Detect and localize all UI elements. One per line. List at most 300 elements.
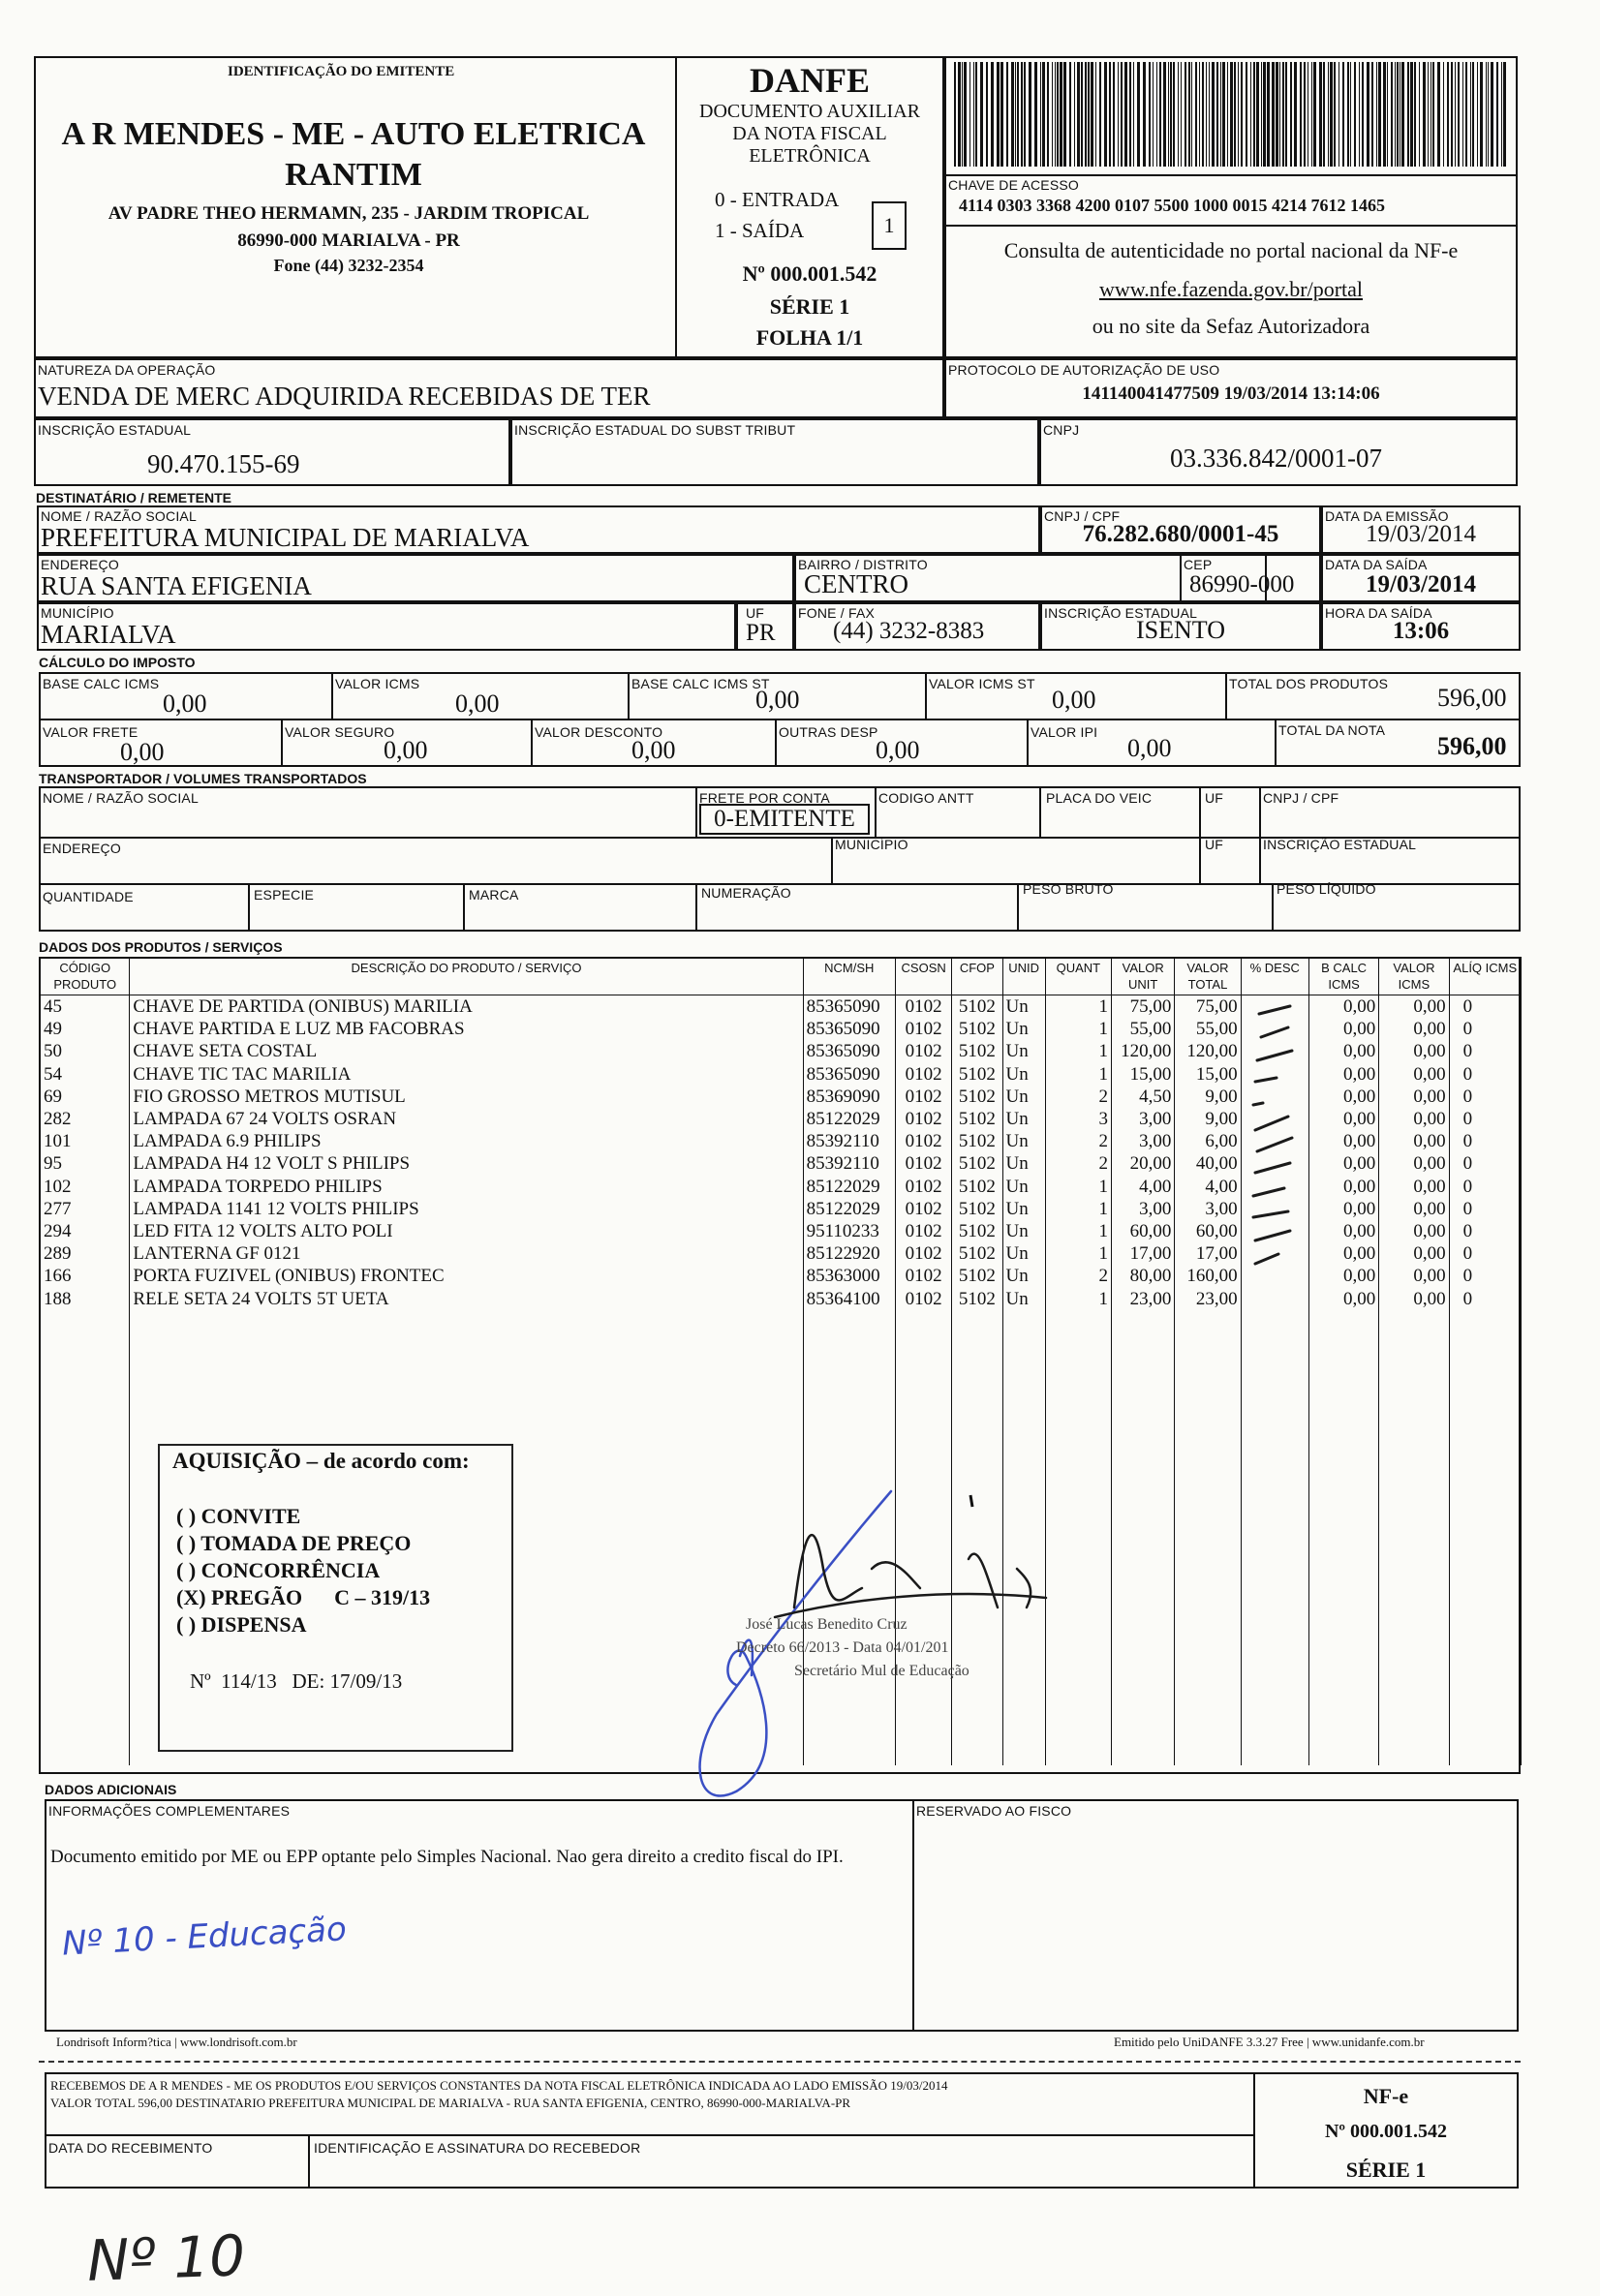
dest-hora-label: HORA DA SAÍDA: [1325, 605, 1432, 621]
cell-cfop: 5102: [952, 1265, 1002, 1287]
cell-unit-price: 3,00: [1112, 1108, 1175, 1130]
cell-code: 166: [41, 1265, 130, 1287]
svg-text:Secretário Mul de Educação: Secretário Mul de Educação: [794, 1663, 969, 1679]
cell-icms-base: 0,00: [1308, 1063, 1378, 1086]
dest-nome: PREFEITURA MUNICIPAL DE MARIALVA: [41, 523, 530, 552]
dest-bairro: CENTRO: [804, 569, 908, 598]
chave-label: CHAVE DE ACESSO: [948, 177, 1080, 193]
cell-ncm: 85122920: [803, 1242, 895, 1265]
cell-icms-rate: 0: [1449, 1152, 1521, 1175]
transp-marca-label: MARCA: [469, 887, 519, 903]
cell-code: 102: [41, 1176, 130, 1198]
col-header-icms-value: VALOR ICMS: [1379, 958, 1449, 995]
cell-total: 60,00: [1175, 1220, 1241, 1242]
cell-csosn: 0102: [896, 1152, 952, 1175]
adicionais-section-label: DADOS ADICIONAIS: [45, 1782, 177, 1797]
cell-unit-price: 55,00: [1112, 1018, 1175, 1040]
emitente-name: A R MENDES - ME - AUTO ELETRICA RANTIM: [61, 116, 646, 193]
cell-unit-price: 17,00: [1112, 1242, 1175, 1265]
pen-ticks: [1249, 1002, 1327, 1293]
cell-code: 95: [41, 1152, 130, 1175]
stamp-concorrencia: ( ) CONCORRÊNCIA: [176, 1558, 381, 1582]
cell-description: PORTA FUZIVEL (ONIBUS) FRONTEC: [130, 1265, 803, 1287]
cell-unit-price: 23,00: [1112, 1288, 1175, 1310]
canhoto-handwritten: Nº 10: [85, 2222, 247, 2294]
cell-cfop: 5102: [952, 995, 1002, 1019]
dest-emissao-label: DATA DA EMISSÃO: [1325, 508, 1449, 524]
cell-icms-rate: 0: [1449, 1063, 1521, 1086]
cell-qty: 1: [1045, 1242, 1111, 1265]
dest-hora: 13:06: [1392, 618, 1450, 644]
cell-cfop: 5102: [952, 1242, 1002, 1265]
cell-qty: 2: [1045, 1130, 1111, 1152]
cell-description: LAMPADA 6.9 PHILIPS: [130, 1130, 803, 1152]
total-nota: 596,00: [1437, 732, 1507, 760]
cell-code: 294: [41, 1220, 130, 1242]
cell-total: 6,00: [1175, 1130, 1241, 1152]
cell-icms-value: 0,00: [1379, 1063, 1449, 1086]
cell-unit: Un: [1002, 1063, 1045, 1086]
stamp-numero: Nº 114/13 DE: 17/09/13: [190, 1669, 403, 1693]
chave-sefaz: ou no site da Sefaz Autorizadora: [1092, 314, 1370, 338]
cell-icms-rate: 0: [1449, 1242, 1521, 1265]
emitente-city: 86990-000 MARIALVA - PR: [237, 230, 460, 251]
cell-description: LANTERNA GF 0121: [130, 1242, 803, 1265]
fisco-label: RESERVADO AO FISCO: [916, 1803, 1072, 1819]
cell-description: RELE SETA 24 VOLTS 5T UETA: [130, 1288, 803, 1310]
cell-description: LED FITA 12 VOLTS ALTO POLI: [130, 1220, 803, 1242]
cell-qty: 1: [1045, 1040, 1111, 1062]
cell-cfop: 5102: [952, 1040, 1002, 1062]
dest-cnpj: 76.282.680/0001-45: [1082, 521, 1279, 547]
cell-description: LAMPADA 67 24 VOLTS OSRAN: [130, 1108, 803, 1130]
cell-unit: Un: [1002, 995, 1045, 1019]
canhoto-nfe: NF-e: [1363, 2084, 1409, 2108]
cell-icms-base: 0,00: [1308, 1198, 1378, 1220]
cell-icms-value: 0,00: [1379, 1265, 1449, 1287]
canhoto-assinatura-label: IDENTIFICAÇÃO E ASSINATURA DO RECEBEDOR: [314, 2140, 641, 2156]
cell-icms-value: 0,00: [1379, 1152, 1449, 1175]
cell-code: 45: [41, 995, 130, 1019]
dest-saida: 19/03/2014: [1366, 571, 1476, 597]
transp-placa-label: PLACA DO VEIC: [1046, 790, 1153, 806]
cell-icms-rate: 0: [1449, 995, 1521, 1019]
cell-csosn: 0102: [896, 1108, 952, 1130]
cell-unit: Un: [1002, 1220, 1045, 1242]
cell-total: 15,00: [1175, 1063, 1241, 1086]
dest-uf: PR: [746, 620, 776, 646]
svg-text:José Lucas Benedito Cruz: José Lucas Benedito Cruz: [746, 1616, 908, 1633]
transp-peso-liquido-label: PESO LÍQUIDO: [1277, 881, 1376, 897]
cell-total: 160,00: [1175, 1265, 1241, 1287]
cell-icms-base: 0,00: [1308, 1288, 1378, 1310]
cell-csosn: 0102: [896, 1176, 952, 1198]
cell-icms-rate: 0: [1449, 1018, 1521, 1040]
cell-cfop: 5102: [952, 1108, 1002, 1130]
danfe-folha: FOLHA 1/1: [755, 325, 864, 350]
cell-icms-base: 0,00: [1308, 1018, 1378, 1040]
ie-subst-label: INSCRIÇÃO ESTADUAL DO SUBST TRIBUT: [514, 422, 796, 438]
cell-qty: 1: [1045, 1063, 1111, 1086]
cell-description: LAMPADA TORPEDO PHILIPS: [130, 1176, 803, 1198]
signature: [678, 1453, 1414, 1821]
cell-unit-price: 20,00: [1112, 1152, 1175, 1175]
cell-ncm: 85122029: [803, 1198, 895, 1220]
dest-bairro-label: BAIRRO / DISTRITO: [798, 557, 928, 572]
cell-qty: 1: [1045, 1220, 1111, 1242]
desconto-label: VALOR DESCONTO: [535, 724, 663, 740]
info-handwritten: Nº 10 - Educação: [61, 1910, 348, 1964]
cell-unit-price: 3,00: [1112, 1198, 1175, 1220]
col-header-discount: % DESC: [1241, 958, 1308, 995]
cell-qty: 2: [1045, 1086, 1111, 1108]
footer-right: Emitido pelo UniDANFE 3.3.27 Free | www.unidanfe.com.br: [1114, 2035, 1425, 2049]
dest-fone: (44) 3232-8383: [833, 618, 985, 644]
ipi: 0,00: [1127, 734, 1172, 762]
cell-cfop: 5102: [952, 1152, 1002, 1175]
cell-icms-value: 0,00: [1379, 1288, 1449, 1310]
danfe-entrada: 0 - ENTRADA: [715, 188, 840, 211]
cell-unit-price: 60,00: [1112, 1220, 1175, 1242]
cell-code: 277: [41, 1198, 130, 1220]
cell-unit-price: 80,00: [1112, 1265, 1175, 1287]
cell-csosn: 0102: [896, 1063, 952, 1086]
cell-unit-price: 120,00: [1112, 1040, 1175, 1062]
natureza-label: NATUREZA DA OPERAÇÃO: [38, 362, 216, 378]
cell-ncm: 85364100: [803, 1288, 895, 1310]
cell-ncm: 85363000: [803, 1265, 895, 1287]
transp-especie-label: ESPECIE: [254, 887, 315, 903]
cell-total: 17,00: [1175, 1242, 1241, 1265]
info-label: INFORMAÇÕES COMPLEMENTARES: [48, 1803, 291, 1819]
info-text: Documento emitido por ME ou EPP optante pelo Simples Nacional. Nao gera direito a credito fiscal do IPI.: [50, 1847, 844, 1867]
dest-cep: 86990-000: [1189, 571, 1295, 597]
produtos-section-label: DADOS DOS PRODUTOS / SERVIÇOS: [39, 939, 283, 955]
svg-text:Decreto 66/2013 - Data 04/01/2: Decreto 66/2013 - Data 04/01/201: [736, 1639, 949, 1656]
stamp-title: AQUISIÇÃO – de acordo com:: [172, 1449, 470, 1473]
cell-icms-value: 0,00: [1379, 1108, 1449, 1130]
stamp-convite: ( ) CONVITE: [176, 1504, 301, 1528]
frete-label: VALOR FRETE: [43, 724, 138, 740]
chave-value: 4114 0303 3368 4200 0107 5500 1000 0015 4214 7612 1465: [959, 196, 1386, 215]
valor-st-label: VALOR ICMS ST: [929, 676, 1035, 691]
cell-total: 75,00: [1175, 995, 1241, 1019]
cell-total: 3,00: [1175, 1198, 1241, 1220]
chave-consulta: Consulta de autenticidade no portal nacional da NF-e: [1003, 238, 1459, 262]
cell-ncm: 85365090: [803, 1040, 895, 1062]
cell-unit: Un: [1002, 1108, 1045, 1130]
transportador-section-label: TRANSPORTADOR / VOLUMES TRANSPORTADOS: [39, 771, 367, 786]
cell-total: 23,00: [1175, 1288, 1241, 1310]
dest-nome-label: NOME / RAZÃO SOCIAL: [41, 508, 197, 524]
cell-icms-value: 0,00: [1379, 1018, 1449, 1040]
cell-description: LAMPADA H4 12 VOLT S PHILIPS: [130, 1152, 803, 1175]
valor-icms: 0,00: [455, 689, 500, 718]
cell-icms-rate: 0: [1449, 1220, 1521, 1242]
cell-description: FIO GROSSO METROS MUTISUL: [130, 1086, 803, 1108]
cell-icms-base: 0,00: [1308, 1242, 1378, 1265]
cell-icms-value: 0,00: [1379, 1220, 1449, 1242]
ie-value: 90.470.155-69: [147, 449, 300, 478]
cell-icms-value: 0,00: [1379, 1086, 1449, 1108]
canhoto-serie: SÉRIE 1: [1345, 2158, 1427, 2182]
cell-ncm: 85365090: [803, 995, 895, 1019]
cell-qty: 3: [1045, 1108, 1111, 1130]
stamp-tomada: ( ) TOMADA DE PREÇO: [176, 1531, 412, 1555]
cell-qty: 1: [1045, 1198, 1111, 1220]
cell-unit: Un: [1002, 1265, 1045, 1287]
cell-cfop: 5102: [952, 1063, 1002, 1086]
col-header-total: VALOR TOTAL: [1175, 958, 1241, 995]
cell-icms-rate: 0: [1449, 1130, 1521, 1152]
transp-frete-label: FRETE POR CONTA: [699, 790, 830, 806]
emitente-phone: Fone (44) 3232-2354: [273, 256, 424, 275]
cell-qty: 2: [1045, 1265, 1111, 1287]
frete: 0,00: [120, 738, 165, 766]
imposto-section-label: CÁLCULO DO IMPOSTO: [39, 655, 196, 670]
cell-icms-base: 0,00: [1308, 1086, 1378, 1108]
total-prod: 596,00: [1437, 684, 1507, 712]
cell-total: 4,00: [1175, 1176, 1241, 1198]
cell-code: 69: [41, 1086, 130, 1108]
ipi-label: VALOR IPI: [1031, 724, 1098, 740]
col-header-unit: UNID: [1002, 958, 1045, 995]
dest-ie: ISENTO: [1136, 616, 1225, 644]
dest-uf-label: UF: [746, 605, 765, 621]
stamp-pregao: (X) PREGÃO C – 319/13: [176, 1585, 431, 1609]
base-st-label: BASE CALC ICMS ST: [631, 676, 770, 691]
desconto: 0,00: [631, 736, 676, 764]
cell-icms-value: 0,00: [1379, 1198, 1449, 1220]
cell-csosn: 0102: [896, 1220, 952, 1242]
cell-csosn: 0102: [896, 1086, 952, 1108]
cell-cfop: 5102: [952, 1130, 1002, 1152]
cell-qty: 1: [1045, 995, 1111, 1019]
cell-unit: Un: [1002, 1288, 1045, 1310]
outras: 0,00: [876, 736, 920, 764]
cell-cfop: 5102: [952, 1198, 1002, 1220]
danfe-saida: 1 - SAÍDA: [715, 219, 805, 242]
cell-unit: Un: [1002, 1040, 1045, 1062]
cell-csosn: 0102: [896, 1288, 952, 1310]
cell-unit: Un: [1002, 1152, 1045, 1175]
cell-icms-rate: 0: [1449, 1288, 1521, 1310]
transp-antt-label: CODIGO ANTT: [878, 790, 974, 806]
transp-nome-label: NOME / RAZÃO SOCIAL: [43, 790, 199, 806]
dest-cep-label: CEP: [1184, 557, 1213, 572]
cell-icms-base: 0,00: [1308, 1176, 1378, 1198]
canhoto-text1: RECEBEMOS DE A R MENDES - ME OS PRODUTOS E/OU SERVIÇOS CONSTANTES DA NOTA FISCAL ELETRÔNICA INDICADA AO LADO EMISSÃO 19/03/2014: [50, 2078, 948, 2093]
cell-ncm: 85365090: [803, 1018, 895, 1040]
protocolo-label: PROTOCOLO DE AUTORIZAÇÃO DE USO: [948, 362, 1220, 378]
cell-icms-base: 0,00: [1308, 995, 1378, 1019]
cell-csosn: 0102: [896, 1040, 952, 1062]
cell-ncm: 85122029: [803, 1108, 895, 1130]
cell-description: CHAVE PARTIDA E LUZ MB FACOBRAS: [130, 1018, 803, 1040]
cell-total: 120,00: [1175, 1040, 1241, 1062]
stamp-dispensa: ( ) DISPENSA: [176, 1612, 307, 1637]
dest-endereco-label: ENDEREÇO: [41, 557, 119, 572]
cell-cfop: 5102: [952, 1086, 1002, 1108]
cell-csosn: 0102: [896, 1018, 952, 1040]
dest-ie-label: INSCRIÇÃO ESTADUAL: [1044, 605, 1198, 621]
transp-endereco-label: ENDEREÇO: [43, 841, 121, 856]
base-icms: 0,00: [163, 689, 207, 718]
footer-left: Londrisoft Inform?tica | www.londrisoft.com.br: [56, 2035, 297, 2049]
cell-ncm: 85365090: [803, 1063, 895, 1086]
cell-unit: Un: [1002, 1176, 1045, 1198]
cell-unit: Un: [1002, 1198, 1045, 1220]
transp-numeracao-label: NUMERAÇÃO: [701, 885, 791, 901]
transp-uf2-label: UF: [1205, 837, 1224, 852]
cell-ncm: 85122029: [803, 1176, 895, 1198]
cell-csosn: 0102: [896, 1265, 952, 1287]
cell-ncm: 95110233: [803, 1220, 895, 1242]
cell-code: 50: [41, 1040, 130, 1062]
cell-description: CHAVE TIC TAC MARILIA: [130, 1063, 803, 1086]
cell-icms-value: 0,00: [1379, 1130, 1449, 1152]
danfe-tipo: 1: [872, 201, 907, 250]
col-header-csosn: CSOSN: [896, 958, 952, 995]
outras-label: OUTRAS DESP: [779, 724, 878, 740]
dest-endereco: RUA SANTA EFIGENIA: [41, 571, 312, 600]
transp-peso-bruto-label: PESO BRUTO: [1023, 881, 1114, 897]
cell-qty: 1: [1045, 1176, 1111, 1198]
cell-total: 55,00: [1175, 1018, 1241, 1040]
cell-icms-base: 0,00: [1308, 1265, 1378, 1287]
cell-cfop: 5102: [952, 1176, 1002, 1198]
cell-qty: 1: [1045, 1018, 1111, 1040]
barcode: [954, 62, 1508, 168]
col-header-code: CÓDIGO PRODUTO: [41, 958, 130, 995]
cell-icms-rate: 0: [1449, 1040, 1521, 1062]
col-header-cfop: CFOP: [952, 958, 1002, 995]
seguro: 0,00: [384, 736, 428, 764]
cell-unit-price: 75,00: [1112, 995, 1175, 1019]
canhoto-numero: Nº 000.001.542: [1324, 2121, 1448, 2142]
danfe-subtitle: DOCUMENTO AUXILIAR DA NOTA FISCAL ELETRÔNICA: [699, 101, 920, 167]
cell-qty: 2: [1045, 1152, 1111, 1175]
natureza-value: VENDA DE MERC ADQUIRIDA RECEBIDAS DE TER: [38, 382, 651, 411]
cell-ncm: 85392110: [803, 1152, 895, 1175]
col-header-unit-price: VALOR UNIT: [1112, 958, 1175, 995]
dest-municipio-label: MUNICÍPIO: [41, 605, 114, 621]
cell-unit: Un: [1002, 1242, 1045, 1265]
base-icms-label: BASE CALC ICMS: [43, 676, 160, 691]
cnpj-emit-value: 03.336.842/0001-07: [1170, 444, 1382, 473]
cell-code: 54: [41, 1063, 130, 1086]
cell-icms-rate: 0: [1449, 1265, 1521, 1287]
cell-total: 40,00: [1175, 1152, 1241, 1175]
cell-icms-value: 0,00: [1379, 1242, 1449, 1265]
transp-uf-label: UF: [1205, 790, 1224, 806]
canhoto-text2: VALOR TOTAL 596,00 DESTINATARIO PREFEITURA MUNICIPAL DE MARIALVA - RUA SANTA EFIGENIA, CENTRO, 86990-000-MARIALVA-PR: [50, 2096, 851, 2110]
destinatario-section-label: DESTINATÁRIO / REMETENTE: [36, 490, 231, 505]
ie-label: INSCRIÇÃO ESTADUAL: [38, 422, 192, 438]
cell-icms-base: 0,00: [1308, 1130, 1378, 1152]
emitente-address: AV PADRE THEO HERMAMN, 235 - JARDIM TROPICAL: [108, 203, 590, 224]
valor-st: 0,00: [1052, 686, 1096, 714]
chave-url[interactable]: www.nfe.fazenda.gov.br/portal: [1098, 277, 1364, 301]
protocolo-value: 141140041477509 19/03/2014 13:14:06: [1082, 383, 1380, 404]
transp-municipio-label: MUNICÍPIO: [835, 837, 908, 852]
transp-frete: 0-EMITENTE: [699, 804, 870, 835]
cell-ncm: 85369090: [803, 1086, 895, 1108]
cell-icms-value: 0,00: [1379, 1176, 1449, 1198]
dest-municipio: MARIALVA: [41, 620, 176, 649]
cell-cfop: 5102: [952, 1288, 1002, 1310]
cell-icms-base: 0,00: [1308, 1220, 1378, 1242]
cell-cfop: 5102: [952, 1220, 1002, 1242]
cell-unit-price: 4,50: [1112, 1086, 1175, 1108]
cell-total: 9,00: [1175, 1108, 1241, 1130]
cell-description: CHAVE DE PARTIDA (ONIBUS) MARILIA: [130, 995, 803, 1019]
cell-code: 289: [41, 1242, 130, 1265]
cell-icms-rate: 0: [1449, 1086, 1521, 1108]
transp-quantidade-label: QUANTIDADE: [43, 889, 134, 904]
cell-csosn: 0102: [896, 1198, 952, 1220]
col-header-icms-base: B CALC ICMS: [1308, 958, 1378, 995]
transp-ie-label: INSCRIÇÃO ESTADUAL: [1263, 837, 1417, 852]
cell-unit-price: 3,00: [1112, 1130, 1175, 1152]
cell-unit: Un: [1002, 1018, 1045, 1040]
cell-unit: Un: [1002, 1130, 1045, 1152]
cell-csosn: 0102: [896, 1242, 952, 1265]
cell-unit-price: 15,00: [1112, 1063, 1175, 1086]
cnpj-emit-label: CNPJ: [1043, 422, 1080, 438]
cell-qty: 1: [1045, 1288, 1111, 1310]
cell-unit: Un: [1002, 1086, 1045, 1108]
col-header-description: DESCRIÇÃO DO PRODUTO / SERVIÇO: [130, 958, 803, 995]
cell-icms-base: 0,00: [1308, 1152, 1378, 1175]
cell-unit-price: 4,00: [1112, 1176, 1175, 1198]
dest-saida-label: DATA DA SAÍDA: [1325, 557, 1428, 572]
col-header-ncm: NCM/SH: [803, 958, 895, 995]
cell-icms-base: 0,00: [1308, 1040, 1378, 1062]
cell-icms-rate: 0: [1449, 1176, 1521, 1198]
cell-code: 282: [41, 1108, 130, 1130]
col-header-qty: QUANT: [1045, 958, 1111, 995]
emitente-section-label: IDENTIFICAÇÃO DO EMITENTE: [228, 64, 455, 79]
total-prod-label: TOTAL DOS PRODUTOS: [1229, 676, 1389, 691]
col-header-icms-rate: ALÍQ ICMS: [1449, 958, 1521, 995]
total-nota-label: TOTAL DA NOTA: [1278, 722, 1386, 738]
cell-ncm: 85392110: [803, 1130, 895, 1152]
cell-code: 101: [41, 1130, 130, 1152]
cell-icms-rate: 0: [1449, 1108, 1521, 1130]
transp-cnpj-label: CNPJ / CPF: [1263, 790, 1339, 806]
danfe-title: DANFE: [750, 61, 870, 100]
base-st: 0,00: [755, 686, 800, 714]
dest-cnpj-label: CNPJ / CPF: [1044, 508, 1121, 524]
cell-description: LAMPADA 1141 12 VOLTS PHILIPS: [130, 1198, 803, 1220]
cell-icms-rate: 0: [1449, 1198, 1521, 1220]
cell-cfop: 5102: [952, 1018, 1002, 1040]
cell-csosn: 0102: [896, 995, 952, 1019]
cell-description: CHAVE SETA COSTAL: [130, 1040, 803, 1062]
cell-csosn: 0102: [896, 1130, 952, 1152]
cell-code: 188: [41, 1288, 130, 1310]
dest-fone-label: FONE / FAX: [798, 605, 876, 621]
dest-emissao: 19/03/2014: [1366, 521, 1476, 547]
cell-total: 9,00: [1175, 1086, 1241, 1108]
seguro-label: VALOR SEGURO: [285, 724, 395, 740]
danfe-serie: SÉRIE 1: [769, 294, 850, 319]
cell-code: 49: [41, 1018, 130, 1040]
cell-icms-value: 0,00: [1379, 995, 1449, 1019]
valor-icms-label: VALOR ICMS: [335, 676, 420, 691]
cell-icms-value: 0,00: [1379, 1040, 1449, 1062]
